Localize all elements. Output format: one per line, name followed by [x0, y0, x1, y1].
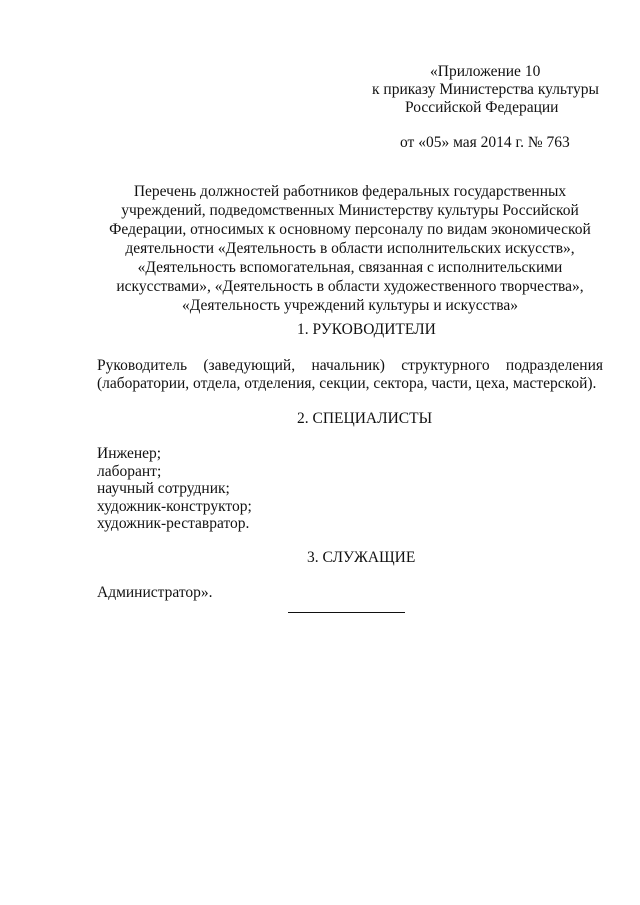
- list-item: научный сотрудник;: [97, 480, 230, 497]
- order-date: от «05» мая 2014 г. № 763: [400, 134, 570, 151]
- list-item: художник-конструктор;: [97, 498, 252, 515]
- list-item: лаборант;: [97, 463, 162, 480]
- closing-divider: [288, 612, 405, 613]
- list-item: Инженер;: [97, 445, 162, 462]
- section-heading-employees: 3. СЛУЖАЩИЕ: [307, 549, 416, 566]
- section-heading-specialists: 2. СПЕЦИАЛИСТЫ: [297, 410, 433, 427]
- appendix-federation: Российской Федерации: [405, 99, 559, 116]
- title-line: искусствами», «Деятельность в области художественного творчества»,: [116, 278, 584, 295]
- list-item: Администратор».: [97, 584, 213, 601]
- appendix-order-ref: к приказу Министерства культуры: [372, 81, 599, 98]
- title-line: учреждений, подведомственных Министерству культуры Российской: [121, 202, 579, 219]
- section-heading-managers: 1. РУКОВОДИТЕЛИ: [297, 321, 436, 338]
- title-line: деятельности «Деятельность в области исполнительских искусств»,: [125, 240, 575, 257]
- list-item: художник-реставратор.: [97, 515, 250, 532]
- appendix-number: «Приложение 10: [430, 63, 541, 80]
- title-line: Перечень должностей работников федеральных государственных: [133, 183, 567, 200]
- title-line: «Деятельность вспомогательная, связанная с исполнительскими: [137, 259, 563, 276]
- document-title: [80, 182, 620, 315]
- title-line: «Деятельность учреждений культуры и искусства»: [181, 297, 519, 314]
- section-text-line: (лаборатории, отдела, отделения, секции, сектора, части, цеха, мастерской).: [97, 375, 597, 392]
- section-text-line: Руководитель (заведующий, начальник) структурного подразделения: [97, 357, 603, 374]
- title-line: Федерации, относимых к основному персоналу по видам экономической: [109, 221, 591, 238]
